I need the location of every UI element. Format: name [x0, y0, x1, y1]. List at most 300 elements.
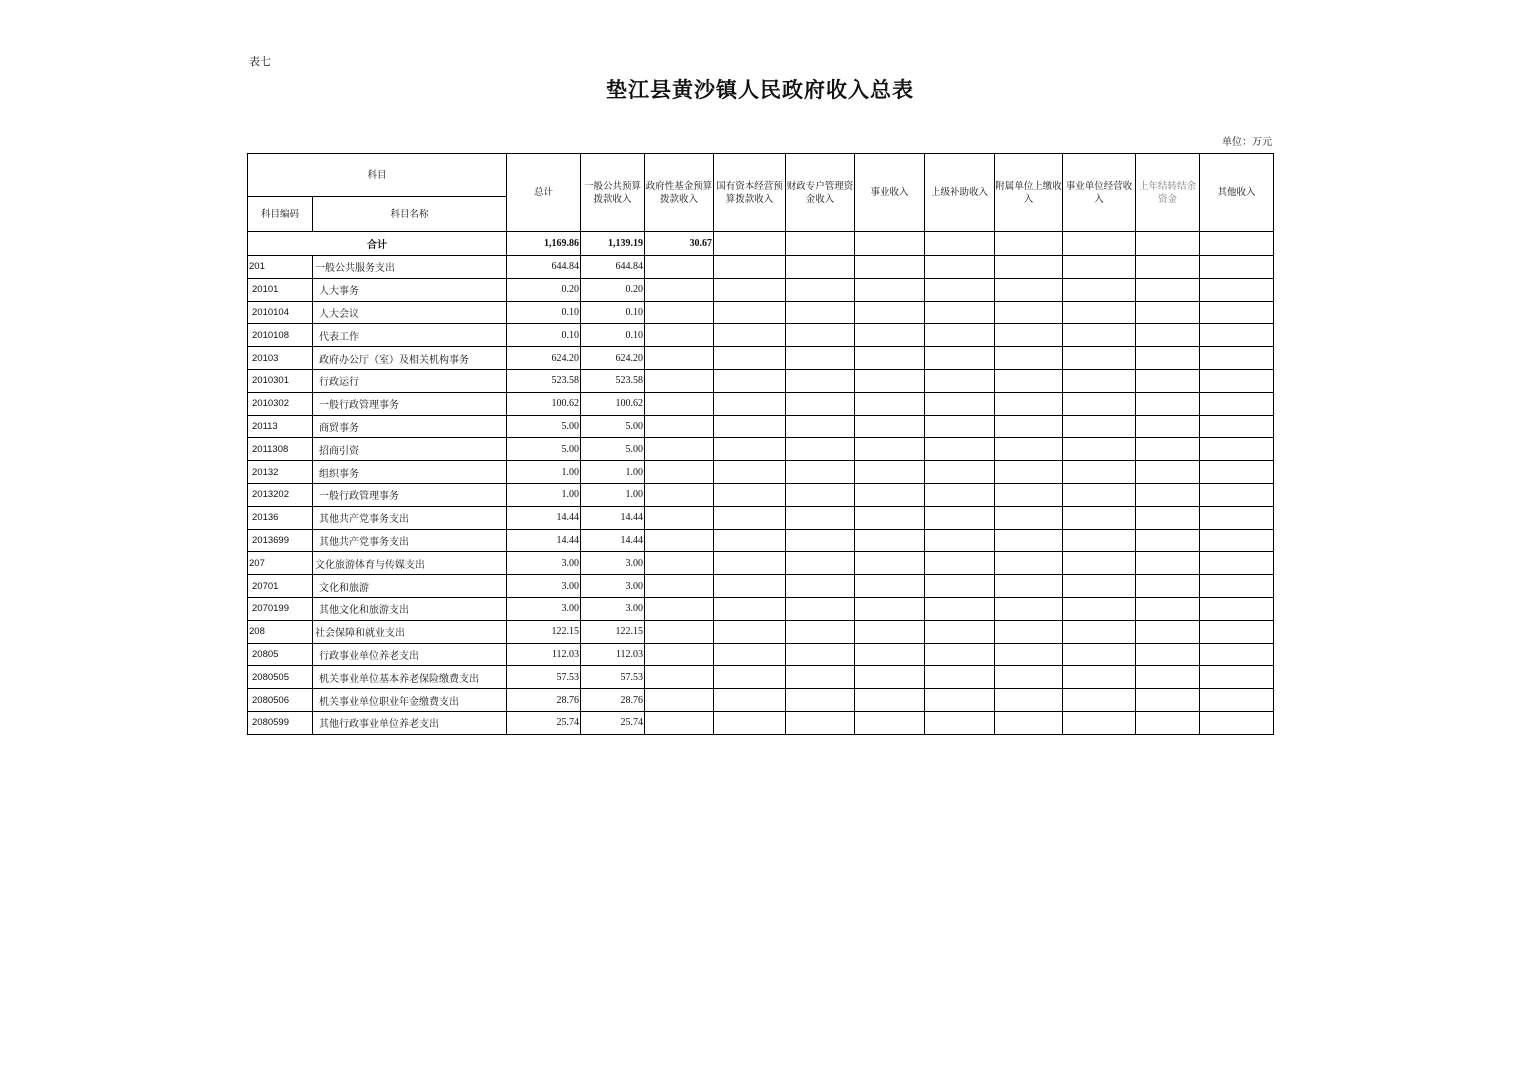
table-row [248, 575, 1274, 598]
total-label: 合计 [248, 232, 507, 256]
row-empty-cell [786, 597, 855, 620]
row-empty-cell [1200, 666, 1274, 689]
row-code: 2070199 [248, 597, 313, 620]
table-row [248, 643, 1274, 666]
row-empty-cell [855, 666, 925, 689]
row-empty-cell [925, 483, 995, 506]
row-empty-cell [1136, 620, 1200, 643]
row-empty-cell [925, 324, 995, 347]
row-general-budget: 14.44 [581, 529, 645, 552]
row-code: 2080506 [248, 689, 313, 712]
row-empty-cell [1200, 347, 1274, 370]
row-total: 100.62 [507, 392, 581, 415]
row-general-budget: 0.20 [581, 278, 645, 301]
row-name: 人大事务 [313, 278, 507, 301]
row-empty-cell [714, 369, 786, 392]
row-total: 3.00 [507, 552, 581, 575]
row-empty-cell [1200, 256, 1274, 279]
row-total: 28.76 [507, 689, 581, 712]
row-name: 招商引资 [313, 438, 507, 461]
row-empty-cell [645, 415, 714, 438]
row-empty-cell [1136, 369, 1200, 392]
row-empty-cell [1136, 256, 1200, 279]
row-empty-cell [786, 643, 855, 666]
row-general-budget: 1.00 [581, 461, 645, 484]
header-state-capital: 国有资本经营预算拨款收入 [714, 154, 786, 232]
row-empty-cell [995, 666, 1063, 689]
row-empty-cell [1063, 461, 1136, 484]
row-name: 代表工作 [313, 324, 507, 347]
row-empty-cell [855, 711, 925, 734]
row-total: 0.20 [507, 278, 581, 301]
row-empty-cell [1136, 643, 1200, 666]
row-empty-cell [1063, 506, 1136, 529]
total-row [248, 232, 1274, 256]
row-empty-cell [855, 301, 925, 324]
row-empty-cell [714, 620, 786, 643]
row-general-budget: 28.76 [581, 689, 645, 712]
row-total: 122.15 [507, 620, 581, 643]
row-code: 2010302 [248, 392, 313, 415]
row-name: 行政运行 [313, 369, 507, 392]
row-empty-cell [855, 369, 925, 392]
row-general-budget: 5.00 [581, 438, 645, 461]
row-empty-cell [925, 689, 995, 712]
row-general-budget: 3.00 [581, 552, 645, 575]
table-row [248, 301, 1274, 324]
row-name: 人大会议 [313, 301, 507, 324]
table-row [248, 711, 1274, 734]
row-empty-cell [1063, 575, 1136, 598]
row-empty-cell [995, 552, 1063, 575]
row-empty-cell [1136, 597, 1200, 620]
row-empty-cell [714, 438, 786, 461]
row-code: 2010301 [248, 369, 313, 392]
row-code: 2080505 [248, 666, 313, 689]
row-name: 文化和旅游 [313, 575, 507, 598]
header-gov-fund: 政府性基金预算拨款收入 [645, 154, 714, 232]
row-empty-cell [714, 575, 786, 598]
row-empty-cell [995, 689, 1063, 712]
row-code: 208 [248, 620, 313, 643]
row-code: 20132 [248, 461, 313, 484]
header-code: 科目编码 [248, 197, 313, 232]
row-empty-cell [925, 575, 995, 598]
row-total: 5.00 [507, 415, 581, 438]
row-empty-cell [995, 620, 1063, 643]
row-empty-cell [855, 689, 925, 712]
row-empty-cell [1063, 438, 1136, 461]
row-general-budget: 624.20 [581, 347, 645, 370]
total-gov-fund: 30.67 [645, 232, 714, 256]
row-empty-cell [786, 575, 855, 598]
header-business: 事业收入 [855, 154, 925, 232]
row-empty-cell [714, 278, 786, 301]
header-affiliated: 附属单位上缴收入 [995, 154, 1063, 232]
row-empty-cell [1200, 392, 1274, 415]
row-empty-cell [1136, 483, 1200, 506]
row-empty-cell [645, 256, 714, 279]
row-general-budget: 5.00 [581, 415, 645, 438]
unit-label: 单位：万元 [1222, 137, 1272, 148]
row-empty-cell [786, 392, 855, 415]
row-empty-cell [925, 278, 995, 301]
row-empty-cell [786, 461, 855, 484]
row-total: 1.00 [507, 461, 581, 484]
row-empty-cell [645, 643, 714, 666]
row-empty-cell [786, 666, 855, 689]
row-total: 0.10 [507, 301, 581, 324]
row-general-budget: 1.00 [581, 483, 645, 506]
row-empty-cell [1136, 415, 1200, 438]
row-empty-cell [645, 324, 714, 347]
row-code: 20805 [248, 643, 313, 666]
row-empty-cell [1136, 347, 1200, 370]
row-empty-cell [1063, 278, 1136, 301]
row-empty-cell [645, 552, 714, 575]
row-empty-cell [855, 324, 925, 347]
row-empty-cell [1200, 689, 1274, 712]
row-empty-cell [855, 643, 925, 666]
row-empty-cell [1063, 689, 1136, 712]
row-empty-cell [786, 415, 855, 438]
row-name: 社会保障和就业支出 [313, 620, 507, 643]
row-empty-cell [855, 438, 925, 461]
row-empty-cell [1136, 689, 1200, 712]
row-name: 政府办公厅（室）及相关机构事务 [313, 347, 507, 370]
row-empty-cell [1063, 483, 1136, 506]
row-code: 2013699 [248, 529, 313, 552]
row-empty-cell [1136, 666, 1200, 689]
row-empty-cell [995, 438, 1063, 461]
row-empty-cell [995, 324, 1063, 347]
row-empty-cell [714, 415, 786, 438]
row-empty-cell [995, 483, 1063, 506]
row-total: 0.10 [507, 324, 581, 347]
row-name: 其他行政事业单位养老支出 [313, 711, 507, 734]
row-code: 2010108 [248, 324, 313, 347]
row-empty-cell [995, 575, 1063, 598]
row-empty-cell [645, 392, 714, 415]
row-total: 523.58 [507, 369, 581, 392]
row-empty-cell [855, 461, 925, 484]
row-code: 2080599 [248, 711, 313, 734]
row-empty-cell [925, 711, 995, 734]
row-empty-cell [855, 256, 925, 279]
row-empty-cell [1136, 438, 1200, 461]
row-empty-cell [714, 483, 786, 506]
row-empty-cell [786, 689, 855, 712]
row-empty-cell [925, 392, 995, 415]
row-empty-cell [1136, 392, 1200, 415]
row-empty-cell [855, 392, 925, 415]
row-empty-cell [645, 529, 714, 552]
row-empty-cell [786, 278, 855, 301]
row-empty-cell [995, 529, 1063, 552]
row-empty-cell [714, 597, 786, 620]
row-empty-cell [1200, 438, 1274, 461]
row-empty-cell [925, 643, 995, 666]
row-empty-cell [714, 643, 786, 666]
table-row [248, 483, 1274, 506]
row-empty-cell [1063, 552, 1136, 575]
row-empty-cell [1200, 643, 1274, 666]
row-empty-cell [786, 711, 855, 734]
row-name: 组织事务 [313, 461, 507, 484]
row-empty-cell [925, 369, 995, 392]
row-empty-cell [1063, 256, 1136, 279]
row-empty-cell [925, 347, 995, 370]
row-general-budget: 122.15 [581, 620, 645, 643]
row-empty-cell [995, 506, 1063, 529]
row-name: 一般行政管理事务 [313, 483, 507, 506]
row-empty-cell [714, 347, 786, 370]
row-empty-cell [786, 620, 855, 643]
table-row [248, 620, 1274, 643]
row-empty-cell [1200, 278, 1274, 301]
row-total: 1.00 [507, 483, 581, 506]
header-business-operation: 事业单位经营收入 [1063, 154, 1136, 232]
row-empty-cell [786, 529, 855, 552]
row-empty-cell [1136, 278, 1200, 301]
row-empty-cell [995, 597, 1063, 620]
row-total: 112.03 [507, 643, 581, 666]
row-empty-cell [786, 256, 855, 279]
row-empty-cell [786, 483, 855, 506]
row-empty-cell [1063, 643, 1136, 666]
row-empty-cell [855, 483, 925, 506]
row-empty-cell [714, 392, 786, 415]
row-empty-cell [995, 347, 1063, 370]
row-empty-cell [1200, 575, 1274, 598]
row-empty-cell [925, 506, 995, 529]
row-general-budget: 0.10 [581, 301, 645, 324]
table-row [248, 552, 1274, 575]
row-code: 20701 [248, 575, 313, 598]
row-empty-cell [714, 506, 786, 529]
row-empty-cell [1200, 597, 1274, 620]
row-name: 其他共产党事务支出 [313, 506, 507, 529]
row-code: 20103 [248, 347, 313, 370]
row-empty-cell [855, 575, 925, 598]
row-empty-cell [995, 392, 1063, 415]
row-empty-cell [1200, 506, 1274, 529]
row-general-budget: 25.74 [581, 711, 645, 734]
row-empty-cell [645, 506, 714, 529]
row-name: 一般行政管理事务 [313, 392, 507, 415]
row-general-budget: 14.44 [581, 506, 645, 529]
row-code: 20113 [248, 415, 313, 438]
row-empty-cell [1136, 711, 1200, 734]
row-empty-cell [855, 415, 925, 438]
row-empty-cell [714, 689, 786, 712]
table-row [248, 666, 1274, 689]
row-empty-cell [714, 256, 786, 279]
row-general-budget: 3.00 [581, 575, 645, 598]
row-total: 5.00 [507, 438, 581, 461]
header-superior-subsidy: 上级补助收入 [925, 154, 995, 232]
row-empty-cell [995, 278, 1063, 301]
row-general-budget: 0.10 [581, 324, 645, 347]
row-empty-cell [925, 415, 995, 438]
row-empty-cell [855, 620, 925, 643]
row-empty-cell [855, 597, 925, 620]
row-empty-cell [995, 711, 1063, 734]
row-empty-cell [995, 415, 1063, 438]
row-empty-cell [855, 529, 925, 552]
row-empty-cell [645, 301, 714, 324]
row-empty-cell [786, 506, 855, 529]
row-empty-cell [995, 301, 1063, 324]
header-total: 总计 [507, 154, 581, 232]
row-total: 3.00 [507, 575, 581, 598]
row-name: 商贸事务 [313, 415, 507, 438]
row-empty-cell [995, 256, 1063, 279]
row-total: 57.53 [507, 666, 581, 689]
row-empty-cell [1136, 506, 1200, 529]
row-name: 行政事业单位养老支出 [313, 643, 507, 666]
header-subject: 科目 [248, 154, 507, 197]
row-empty-cell [1063, 666, 1136, 689]
row-empty-cell [995, 461, 1063, 484]
row-name: 一般公共服务支出 [313, 256, 507, 279]
row-empty-cell [1200, 301, 1274, 324]
row-empty-cell [714, 666, 786, 689]
row-empty-cell [995, 369, 1063, 392]
table-row [248, 369, 1274, 392]
total-general-budget: 1,139.19 [581, 232, 645, 256]
header-other: 其他收入 [1200, 154, 1274, 232]
row-empty-cell [1063, 301, 1136, 324]
row-empty-cell [855, 278, 925, 301]
row-empty-cell [1063, 529, 1136, 552]
row-empty-cell [1200, 369, 1274, 392]
header-name: 科目名称 [313, 197, 507, 232]
row-empty-cell [925, 461, 995, 484]
table-number: 表七 [249, 55, 271, 68]
row-empty-cell [645, 666, 714, 689]
row-empty-cell [1200, 324, 1274, 347]
row-name: 机关事业单位职业年金缴费支出 [313, 689, 507, 712]
row-total: 14.44 [507, 506, 581, 529]
income-summary-table [247, 153, 1274, 735]
row-code: 20136 [248, 506, 313, 529]
row-empty-cell [925, 256, 995, 279]
row-empty-cell [925, 301, 995, 324]
row-empty-cell [714, 711, 786, 734]
table-row [248, 347, 1274, 370]
row-empty-cell [925, 620, 995, 643]
row-empty-cell [1136, 301, 1200, 324]
table-row [248, 689, 1274, 712]
row-total: 14.44 [507, 529, 581, 552]
row-empty-cell [1200, 529, 1274, 552]
table-row [248, 324, 1274, 347]
row-name: 其他共产党事务支出 [313, 529, 507, 552]
row-empty-cell [1063, 711, 1136, 734]
header-special-account: 财政专户管理资金收入 [786, 154, 855, 232]
row-empty-cell [1136, 529, 1200, 552]
row-empty-cell [855, 506, 925, 529]
row-general-budget: 523.58 [581, 369, 645, 392]
row-empty-cell [1063, 369, 1136, 392]
row-empty-cell [1200, 620, 1274, 643]
row-empty-cell [1063, 347, 1136, 370]
header-prior-year-balance: 上年结转结余资金 [1136, 154, 1200, 232]
row-empty-cell [645, 483, 714, 506]
row-empty-cell [645, 369, 714, 392]
row-empty-cell [786, 438, 855, 461]
row-empty-cell [1063, 597, 1136, 620]
row-empty-cell [645, 711, 714, 734]
row-empty-cell [855, 347, 925, 370]
row-total: 25.74 [507, 711, 581, 734]
row-code: 2011308 [248, 438, 313, 461]
row-empty-cell [925, 597, 995, 620]
table-row [248, 278, 1274, 301]
row-empty-cell [1136, 552, 1200, 575]
row-empty-cell [1200, 415, 1274, 438]
row-empty-cell [1200, 552, 1274, 575]
table-row [248, 256, 1274, 279]
row-name: 机关事业单位基本养老保险缴费支出 [313, 666, 507, 689]
row-empty-cell [714, 552, 786, 575]
row-code: 207 [248, 552, 313, 575]
row-empty-cell [925, 438, 995, 461]
row-empty-cell [1136, 575, 1200, 598]
row-empty-cell [1136, 324, 1200, 347]
row-general-budget: 644.84 [581, 256, 645, 279]
row-empty-cell [645, 689, 714, 712]
row-total: 3.00 [507, 597, 581, 620]
row-empty-cell [1063, 620, 1136, 643]
row-empty-cell [645, 461, 714, 484]
table-row [248, 506, 1274, 529]
table-row [248, 597, 1274, 620]
row-empty-cell [714, 461, 786, 484]
row-empty-cell [786, 347, 855, 370]
row-empty-cell [714, 301, 786, 324]
table-row [248, 392, 1274, 415]
row-empty-cell [1136, 461, 1200, 484]
row-empty-cell [645, 597, 714, 620]
row-empty-cell [714, 324, 786, 347]
row-total: 644.84 [507, 256, 581, 279]
row-general-budget: 112.03 [581, 643, 645, 666]
row-empty-cell [1063, 392, 1136, 415]
table-row [248, 438, 1274, 461]
row-empty-cell [1063, 415, 1136, 438]
row-total: 624.20 [507, 347, 581, 370]
row-empty-cell [925, 552, 995, 575]
row-empty-cell [1063, 324, 1136, 347]
row-empty-cell [1200, 483, 1274, 506]
row-general-budget: 3.00 [581, 597, 645, 620]
table-row [248, 415, 1274, 438]
row-empty-cell [786, 552, 855, 575]
row-empty-cell [645, 347, 714, 370]
row-empty-cell [714, 529, 786, 552]
row-empty-cell [786, 301, 855, 324]
row-empty-cell [925, 666, 995, 689]
row-general-budget: 100.62 [581, 392, 645, 415]
row-empty-cell [645, 575, 714, 598]
row-code: 2013202 [248, 483, 313, 506]
row-empty-cell [645, 438, 714, 461]
page-title: 垫江县黄沙镇人民政府收入总表 [606, 77, 914, 102]
row-name: 文化旅游体育与传媒支出 [313, 552, 507, 575]
row-code: 2010104 [248, 301, 313, 324]
